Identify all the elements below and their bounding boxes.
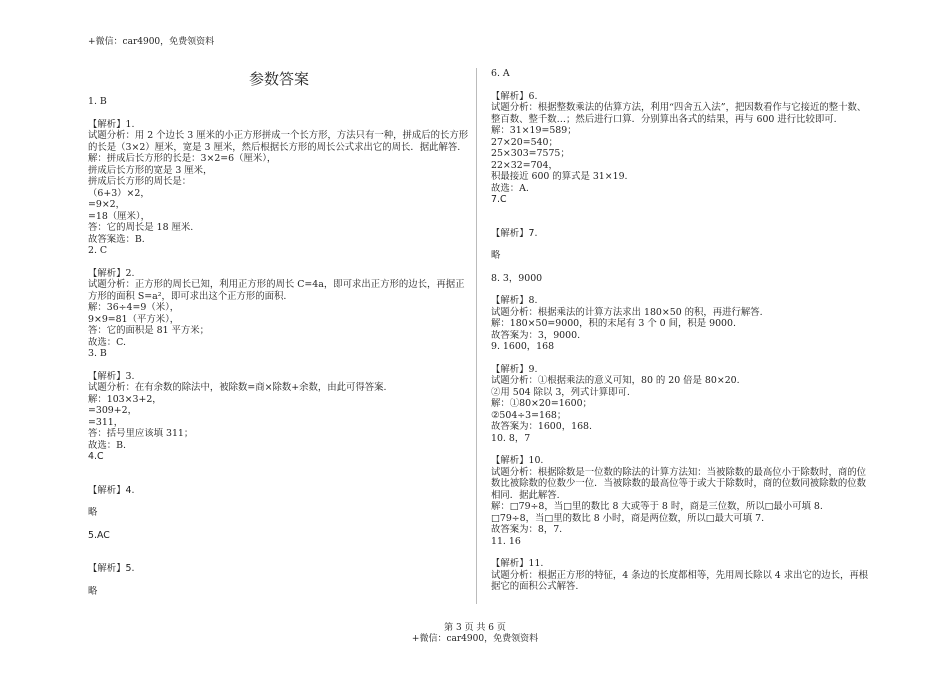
- analysis-3-line: 故选：B.: [88, 439, 126, 451]
- page-number: 第 3 页 共 6 页: [444, 623, 506, 633]
- analysis-3-heading: 【解析】3.: [88, 370, 135, 382]
- answer-4: 4.C: [88, 451, 104, 462]
- analysis-1-line: 故答案选：B.: [88, 233, 145, 245]
- analysis-1-line: 拼成后长方形的周长是：: [88, 176, 192, 187]
- answer-1: 1. B: [88, 96, 107, 107]
- analysis-1-line: 解：拼成后长方形的长是：3×2=6（厘米），: [88, 153, 277, 164]
- analysis-8-text: 试题分析：根据乘法的计算方法求出 180×50 的积，再进行解答.: [491, 306, 763, 318]
- analysis-10-heading: 【解析】10.: [491, 455, 544, 466]
- analysis-6-heading: 【解析】6.: [491, 90, 538, 102]
- analysis-9-line: ②用 504 除以 3，列式计算即可.: [491, 386, 630, 398]
- analysis-1-line: （6+3）×2，: [88, 187, 150, 199]
- analysis-4-heading: 【解析】4.: [88, 484, 135, 496]
- answer-10: 10. 8，7: [491, 432, 531, 444]
- answer-2: 2. C: [88, 245, 108, 256]
- left-column: [88, 68, 470, 597]
- analysis-3-line: =311，: [88, 416, 124, 428]
- analysis-9-line: 故答案为：1600，168.: [491, 421, 592, 432]
- analysis-1-line: =18（厘米），: [88, 210, 150, 222]
- analysis-11-heading: 【解析】11.: [491, 558, 544, 569]
- analysis-2-line: 故选：C.: [88, 336, 126, 348]
- analysis-6-line: 22×32=704，: [491, 159, 558, 171]
- analysis-3-line: 解：103×3+2，: [88, 393, 162, 405]
- analysis-2-line: 答：它的面积是 81 平方米；: [88, 325, 210, 336]
- analysis-10-line: □79÷8，当□里的数比 8 小时，商是两位数，所以□最大可填 7.: [491, 512, 765, 524]
- analysis-5-body: 略: [88, 585, 98, 597]
- analysis-9-heading: 【解析】9.: [491, 363, 538, 375]
- analysis-6-line: 故选：A.: [491, 182, 529, 194]
- analysis-3-line: 答：括号里应该填 311；: [88, 428, 194, 439]
- analysis-11-text: 试题分析：根据正方形的特征，4 条边的长度都相等，先用周长除以 4 求出它的边长，再根据它的面积公式解答.: [491, 569, 869, 592]
- analysis-3-line: =309+2，: [88, 405, 137, 416]
- analysis-1-line: =9×2，: [88, 199, 126, 210]
- answer-5: 5.AC: [88, 529, 110, 541]
- analysis-2-text: 试题分析：正方形的周长已知，利用正方形的周长 C=4a，即可求出正方形的边长，再据正方形的面积 S=a²，即可求出这个正方形的面积.: [88, 279, 465, 302]
- answer-6: 6. A: [491, 68, 510, 79]
- analysis-2-line: 解：36÷4=9（米），: [88, 302, 180, 313]
- page-footer-note: +微信：car4900，免费领资料: [411, 634, 539, 644]
- analysis-8-line: 故答案为：3，9000.: [491, 329, 581, 341]
- analysis-8-line: 解：180×50=9000，积的末尾有 3 个 0 间，积是 9000.: [491, 318, 736, 329]
- analysis-6-line: 25×303=7575；: [491, 148, 570, 159]
- analysis-4-body: 略: [88, 507, 98, 518]
- analysis-9-line: 解：①80×20=1600；: [491, 398, 592, 409]
- analysis-3-text: 试题分析：在有余数的除法中，被除数=商×除数+余数，由此可得答案.: [88, 382, 387, 393]
- right-column: [491, 68, 873, 593]
- analysis-6-line: 解：31×19=589；: [491, 125, 577, 136]
- analysis-6-line: 27×20=540；: [491, 136, 558, 148]
- answer-8: 8. 3，9000: [491, 272, 543, 284]
- analysis-8-heading: 【解析】8.: [491, 295, 538, 306]
- page-header-note: +微信：car4900，免费领资料: [88, 37, 215, 47]
- answer-7: 7.C: [491, 194, 507, 205]
- analysis-9-line: ②504÷3=168；: [491, 409, 567, 421]
- analysis-7-heading: 【解析】7.: [491, 227, 538, 239]
- analysis-5-heading: 【解析】5.: [88, 563, 135, 574]
- analysis-10-line: 故答案为：8，7.: [491, 524, 563, 535]
- analysis-1-line: 拼成后长方形的宽是 3 厘米，: [88, 164, 213, 176]
- page-title: 参数答案: [248, 70, 309, 88]
- analysis-1-heading: 【解析】1.: [88, 118, 135, 130]
- answer-9: 9. 1600，168: [491, 341, 555, 352]
- analysis-10-line: 解：□79÷8，当□里的数比 8 大或等于 8 时，商是三位数，所以□最小可填 8.: [491, 501, 823, 512]
- answer-3: 3. B: [88, 348, 107, 359]
- analysis-9-line: 试题分析：①根据乘法的意义可知，80 的 20 倍是 80×20.: [491, 375, 740, 386]
- analysis-7-body: 略: [491, 250, 501, 261]
- analysis-1-line: 答：它的周长是 18 厘米.: [88, 222, 194, 233]
- analysis-2-line: 9×9=81（平方米），: [88, 313, 180, 325]
- analysis-2-heading: 【解析】2.: [88, 267, 135, 279]
- analysis-6-line: 积最接近 600 的算式是 31×19.: [491, 171, 628, 182]
- analysis-1-text: 试题分析：用 2 个边长 3 厘米的小正方形拼成一个长方形，方法只有一种，拼成后的长方形的长是（3×2）厘米，宽是 3 厘米，然后根据长方形的周长公式求出它的周长．据此解答.: [88, 130, 469, 153]
- analysis-10-text: 试题分析：根据除数是一位数的除法的计算方法知：当被除数的最高位小于除数时，商的位数比被除数的位数少一位．当被除数的最高位等于或大于除数时，商的位数同被除数的位数相同．据此解答.: [491, 466, 867, 501]
- analysis-6-text: 试题分析：根据整数乘法的估算方法，利用“四舍五入法”，把因数看作与它接近的整十数、整百数、整千数…；然后进行口算．分别算出各式的结果，再与 600 进行比较即可.: [491, 102, 867, 125]
- answer-11: 11. 16: [491, 535, 521, 547]
- column-divider: [476, 68, 477, 604]
